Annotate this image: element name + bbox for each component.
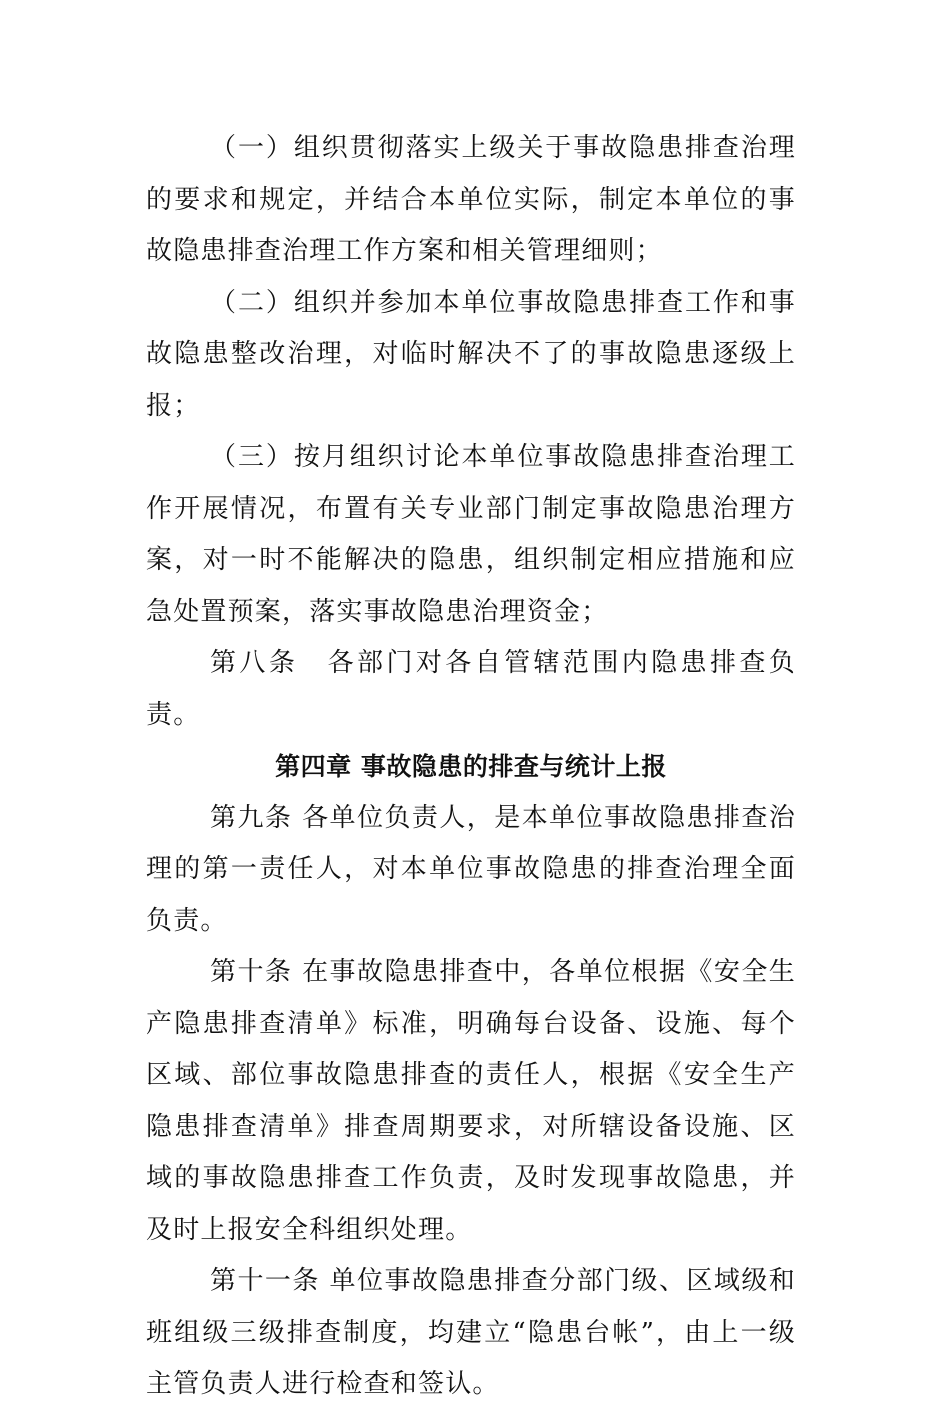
paragraph-article-10: 第十条 在事故隐患排查中，各单位根据《安全生产隐患排查清单》标准，明确每台设备、设施、每个区域、部位事故隐患排查的责任人，根据《安全生产隐患排查清单》排查周期要求，对所辖设备设施、区域的事故隐患排查工作负责，及时发现事故隐患，并及时上报安全科组织处理。 — [146, 957, 796, 1245]
paragraph-article-9: 第九条 各单位负责人，是本单位事故隐患排查治理的第一责任人，对本单位事故隐患的排查治理全面负责。 — [146, 802, 796, 936]
paragraph-item-3: （三）按月组织讨论本单位事故隐患排查治理工作开展情况，布置有关专业部门制定事故隐患治理方案，对一时不能解决的隐患，组织制定相应措施和应急处置预案，落实事故隐患治理资金； — [146, 442, 796, 627]
document-body — [146, 123, 796, 1411]
paragraph-item-2: （二）组织并参加本单位事故隐患排查工作和事故隐患整改治理，对临时解决不了的事故隐患逐级上报； — [146, 287, 796, 421]
paragraph-article-11: 第十一条 单位事故隐患排查分部门级、区域级和班组级三级排查制度，均建立“隐患台帐”，由上一级主管负责人进行检查和签认。 — [146, 1266, 796, 1399]
chapter-heading: 第四章 事故隐患的排查与统计上报 — [275, 752, 667, 781]
paragraph-item-1: （一）组织贯彻落实上级关于事故隐患排查治理的要求和规定，并结合本单位实际，制定本单位的事故隐患排查治理工作方案和相关管理细则； — [146, 133, 796, 266]
paragraph-article-8: 第八条 各部门对各自管辖范围内隐患排查负责。 — [146, 648, 796, 730]
